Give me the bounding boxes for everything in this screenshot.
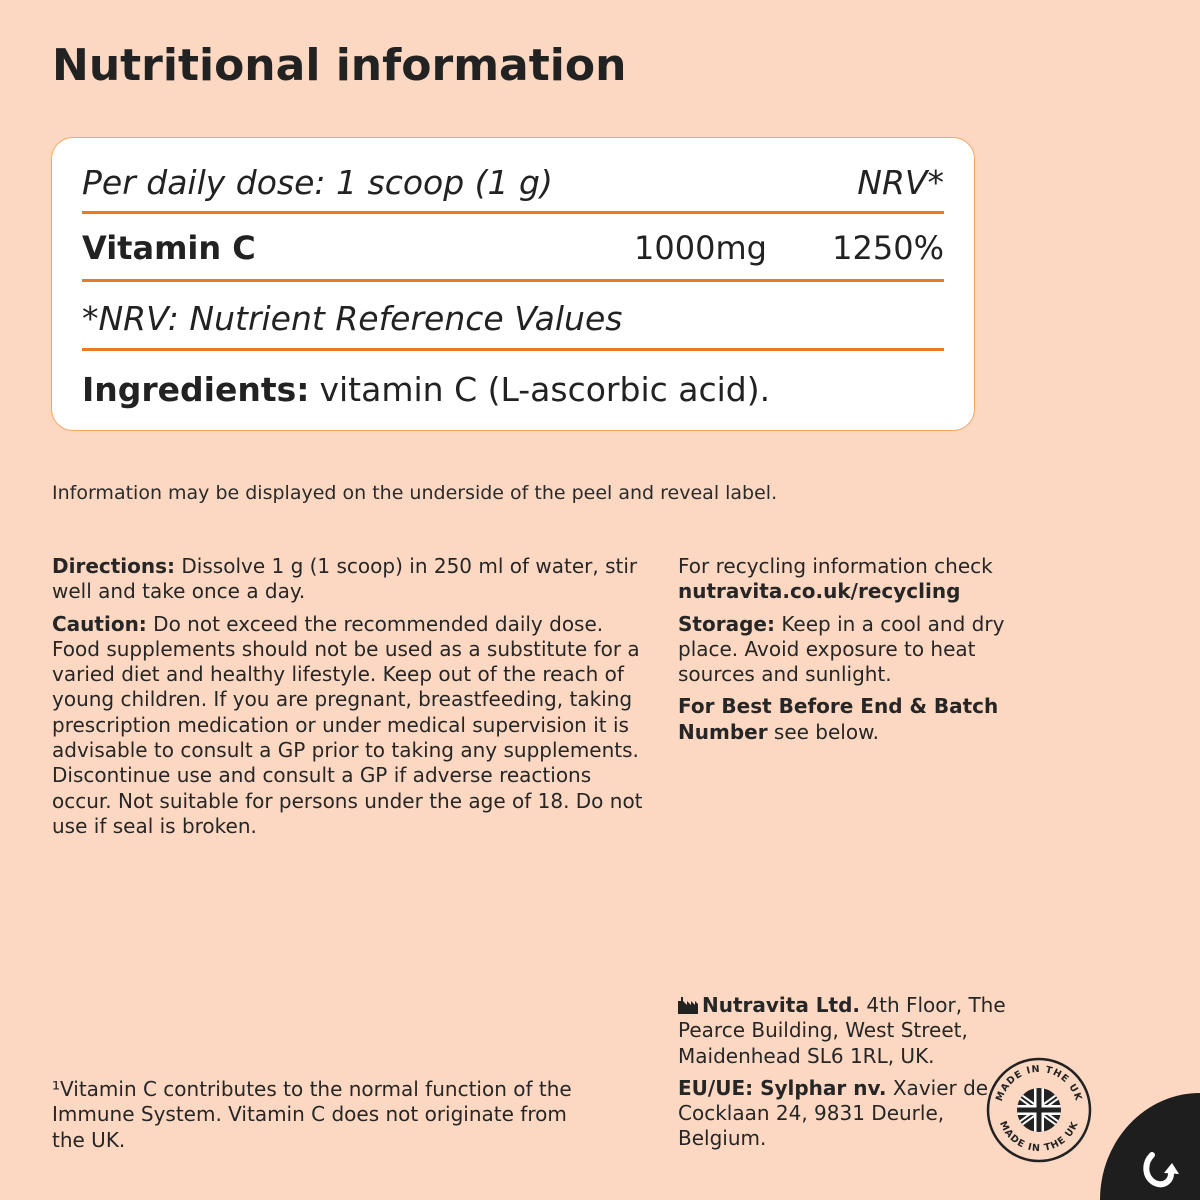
ingredients-label: Ingredients: <box>82 369 310 409</box>
recycling-text: For recycling information check <box>678 554 993 578</box>
storage-label: Storage: <box>678 611 775 636</box>
ingredients-row <box>82 362 944 416</box>
table-divider <box>82 348 944 351</box>
manufacturer-name: Nutravita Ltd. <box>702 993 861 1017</box>
info-note: Information may be displayed on the underside of the peel and reveal label. <box>52 482 778 504</box>
best-before-paragraph <box>678 694 1038 745</box>
factory-icon <box>678 997 698 1014</box>
eu-rep-label: EU/UE: Sylphar nv. <box>678 1075 887 1100</box>
directions-label: Directions: <box>52 554 176 578</box>
footnote: ¹Vitamin C contributes to the normal function of the Immune System. Vitamin C does not originate from the UK. <box>52 1077 572 1152</box>
table-divider <box>82 211 944 214</box>
recycling-paragraph <box>678 554 1038 605</box>
nrv-header: NRV* <box>857 162 944 202</box>
eu-rep-address: Xavier de Cocklaan 24, 9831 Deurle, Belgium. <box>678 1075 989 1151</box>
union-flag-icon <box>1017 1088 1061 1132</box>
nrv-note-row <box>82 292 944 344</box>
nrv-note: *NRV: Nutrient Reference Values <box>82 298 623 338</box>
manufacturer-paragraph <box>678 993 1038 1069</box>
recycling-link[interactable]: nutravita.co.uk/recycling <box>678 579 961 604</box>
caution-paragraph <box>52 612 652 840</box>
page-title: Nutritional information <box>52 40 627 91</box>
table-divider <box>82 279 944 282</box>
table-row <box>82 222 944 274</box>
nutrient-nrv: 1250% <box>832 229 944 267</box>
made-in-uk-badge <box>986 1057 1092 1163</box>
directions-text: Dissolve 1 g (1 scoop) in 250 ml of water, stir well and take once a day. <box>52 554 638 604</box>
ingredients-text: vitamin C (L-ascorbic acid). <box>319 369 771 409</box>
nutrient-name: Vitamin C <box>82 229 256 267</box>
eu-rep-paragraph <box>678 1076 1038 1152</box>
storage-paragraph <box>678 612 1038 688</box>
directions-paragraph <box>52 554 652 605</box>
company-info <box>678 993 1038 1159</box>
table-header-row <box>82 156 944 208</box>
left-column <box>52 554 652 846</box>
manufacturer-address: 4th Floor, The Pearce Building, West Street, Maidenhead SL6 1RL, UK. <box>678 993 1006 1068</box>
storage-text: Keep in a cool and dry place. Avoid exposure to heat sources and sunlight. <box>678 611 1005 687</box>
brand-arrow-icon <box>1100 1093 1200 1200</box>
right-column <box>678 554 1038 752</box>
best-before-label: For Best Before End & Batch Number <box>678 694 999 744</box>
best-before-text: see below. <box>773 719 879 744</box>
badge-top-text: MADE IN THE UK <box>994 1063 1084 1103</box>
dose-label: Per daily dose: 1 scoop (1 g) <box>82 162 553 202</box>
nutrient-amount: 1000mg <box>634 229 767 267</box>
caution-text: Do not exceed the recommended daily dose. Food supplements should not be used as a substitute for a varied diet and healthy lifestyle. Keep out of the reach of young children. If you are pregnant, breastfeeding, taking prescription medication or under medical supervision it is advisable to consult a GP prior to taking any supplements. Discontinue use and consult a GP if adverse reactions occur. Not suitable for persons under the age of 18. Do not use if seal is broken. <box>52 611 643 838</box>
caution-label: Caution: <box>52 611 147 636</box>
nutrition-table <box>51 137 975 431</box>
badge-bottom-text: MADE IN THE UK <box>997 1119 1081 1155</box>
